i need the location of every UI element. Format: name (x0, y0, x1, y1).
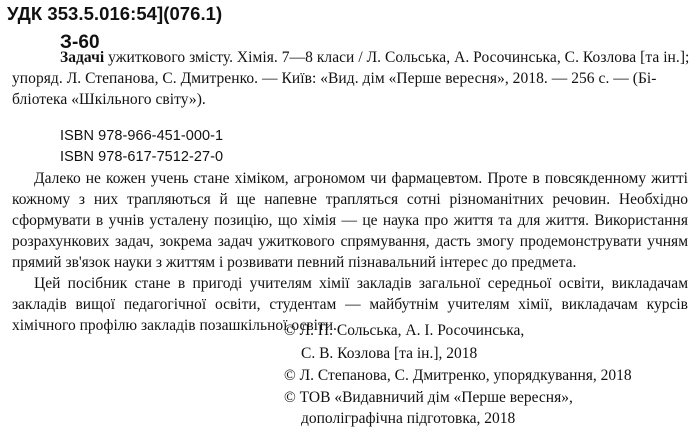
isbn-1: ISBN 978-966-451-000-1 (60, 128, 224, 144)
copyright-authors: © Л. П. Сольська, А. І. Росочинська, (284, 322, 525, 339)
bibliographic-record-line-3: бліотека «Шкільного світу»). (12, 91, 206, 108)
copyright-publisher-continued: дополіграфічна підготовка, 2018 (301, 410, 516, 427)
cutter-code: З-60 (60, 32, 100, 53)
abstract-paragraph-1: Далеко не кожен учень стане хіміком, агрономом чи фармацевтом. Проте в повсякденному житті кожному з них трапляються й ще напевне трапляться сотні різноманітних речовин. Необхідно сформувати в учнів усталену позицію, що хімія — це наука про життя та для життя. Використання розрахункових задач, зокрема задач ужиткового спрямування, дасть змогу продемонструвати учням прямий зв'язок науки з життям і розвивати певний пізнавальний інтерес до предмета. (12, 170, 688, 271)
isbn-2: ISBN 978-617-7512-27-0 (60, 149, 224, 165)
copyright-compilers: © Л. Степанова, С. Дмитренко, упорядкування, 2018 (284, 367, 632, 384)
copyright-publisher: © ТОВ «Видавничий дім «Перше вересня», (284, 389, 573, 406)
abstract-paragraph-2: Цей посібник стане в пригоді учителям хімії закладів загальної середньої освіти, викладачам закладів вищої педагогічної освіти, студентам — майбутнім учителям хімії, викладачам курсів хімічного профілю закладів позашкільної освіти. (12, 275, 688, 334)
bibliographic-record-rest: ужиткового змісту. Хімія. 7—8 класи / Л. Сольська, А. Росочинська, С. Козлова [та ін.]; (104, 49, 690, 66)
copyright-authors-continued: С. В. Козлова [та ін.], 2018 (301, 345, 478, 362)
book-title: Задачі (60, 49, 105, 66)
bibliographic-record-line-1 (12, 47, 690, 68)
udc-code: УДК 353.5.016:54](076.1) (7, 3, 223, 24)
bibliographic-record-line-2: упоряд. Л. Степанова, С. Дмитренко. — Київ: «Вид. дім «Перше вересня», 2018. — 256 с. — (Бі- (12, 70, 657, 87)
